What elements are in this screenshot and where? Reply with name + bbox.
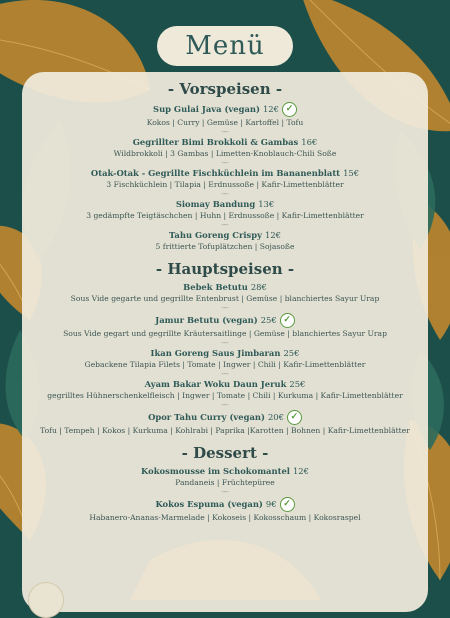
menu-item-description: Wildbrokkoli | 3 Gambas | Limetten-Knoblauch-Chili Soße — [113, 149, 337, 158]
menu-item-name: Otak-Otak - Gegrillte Fischküchlein im Bananenblatt — [90, 168, 341, 178]
menu-item-title — [22, 199, 428, 210]
item-separator: --- — [221, 488, 229, 496]
menu-item-title — [22, 168, 428, 179]
menu-title: Menü — [157, 26, 293, 66]
menu-item-price: 12€ — [262, 104, 279, 114]
menu-item-description: Habanero-Ananas-Marmelade | Kokoseis | Kokosschaum | Kokosraspel — [89, 513, 361, 522]
menu-item-description: Sous Vide gegarte und gegrillte Entenbrust | Gemüse | blanchiertes Sayur Urap — [70, 294, 380, 303]
menu-item-title — [22, 348, 428, 359]
menu-item-title — [22, 410, 428, 425]
menu-item — [22, 313, 428, 339]
menu-item-price: 12€ — [292, 466, 309, 476]
menu-item-title — [22, 102, 428, 117]
menu-item-name: Ikan Goreng Saus Jimbaran — [150, 348, 281, 358]
menu-item-price: 28€ — [250, 282, 267, 292]
menu-item-price: 25€ — [289, 379, 306, 389]
menu-item-price: 20€ — [267, 412, 284, 422]
menu-item-price: 13€ — [258, 199, 275, 209]
menu-item — [22, 199, 428, 221]
menu-item — [22, 379, 428, 401]
menu-item-name: Kokos Espuma (vegan) — [155, 499, 263, 509]
item-separator: --- — [221, 190, 229, 198]
menu-item-name: Opor Tahu Curry (vegan) — [148, 412, 265, 422]
menu-item-title — [22, 282, 428, 293]
item-separator: --- — [221, 159, 229, 167]
item-separator: --- — [221, 339, 229, 347]
menu-item-price: 15€ — [343, 168, 360, 178]
menu-item — [22, 410, 428, 436]
menu-item-description: Sous Vide gegart und gegrillte Kräutersaitlinge | Gemüse | blanchiertes Sayur Urap — [63, 329, 387, 338]
menu-item-title — [22, 137, 428, 148]
menu-item — [22, 466, 428, 488]
menu-item-title — [22, 379, 428, 390]
restaurant-logo — [28, 582, 64, 618]
vegan-leaf-icon: ✓ — [282, 102, 297, 117]
menu-item-description: Tofu | Tempeh | Kokos | Kurkuma | Kohlrabi | Paprika |Karotten | Bohnen | Kafir-Limettenblätter — [40, 426, 410, 435]
menu-item-title — [22, 466, 428, 477]
section-heading: - Dessert - — [181, 444, 269, 462]
menu-item-description: 5 frittierte Tofuplätzchen | Sojasoße — [155, 242, 295, 251]
menu-item — [22, 282, 428, 304]
menu-item-description: gegrilltes Hühnerschenkelfleisch | Ingwer | Tomate | Chili | Kurkuma | Kafir-Limettenblätter — [47, 391, 403, 400]
section-heading: - Hauptspeisen - — [155, 260, 295, 278]
menu-item — [22, 230, 428, 252]
menu-item-price: 25€ — [260, 315, 277, 325]
item-separator: --- — [221, 370, 229, 378]
menu-item-name: Kokosmousse im Schokomantel — [141, 466, 290, 476]
menu-item — [22, 137, 428, 159]
menu-item-name: Jamur Betutu (vegan) — [155, 315, 258, 325]
menu-item — [22, 348, 428, 370]
vegan-leaf-icon: ✓ — [287, 410, 302, 425]
section-heading: - Vorspeisen - — [167, 80, 283, 98]
menu-item-name: Sup Gulai Java (vegan) — [153, 104, 260, 114]
menu-item-name: Ayam Bakar Woku Daun Jeruk — [144, 379, 287, 389]
menu-item — [22, 102, 428, 128]
menu-item-title — [22, 313, 428, 328]
menu-item — [22, 168, 428, 190]
item-separator: --- — [221, 221, 229, 229]
vegan-leaf-icon: ✓ — [280, 313, 295, 328]
menu-item-name: Tahu Goreng Crispy — [169, 230, 262, 240]
menu-item — [22, 497, 428, 523]
menu-item-name: Siomay Bandung — [175, 199, 256, 209]
menu-item-description: 3 Fischküchlein | Tilapia | Erdnussoße | Kafir-Limettenblätter — [106, 180, 344, 189]
menu-item-price: 12€ — [265, 230, 281, 240]
menu-item-price: 16€ — [301, 137, 318, 147]
menu-item-description: 3 gedämpfte Teigtäschchen | Huhn | Erdnussoße | Kafir-Limettenblätter — [86, 211, 364, 220]
vegan-leaf-icon: ✓ — [280, 497, 295, 512]
menu-item-description: Gebackene Tilapia Filets | Tomate | Ingwer | Chili | Kafir-Limettenblätter — [84, 360, 366, 369]
menu-item-price: 9€ — [265, 499, 277, 509]
menu-item-title — [22, 497, 428, 512]
item-separator: --- — [221, 401, 229, 409]
menu-item-description: Pandaneis | Früchtepüree — [175, 478, 275, 487]
item-separator: --- — [221, 304, 229, 312]
menu-item-description: Kokos | Curry | Gemüse | Kartoffel | Tofu — [146, 118, 304, 127]
menu-item-name: Bebek Betutu — [183, 282, 248, 292]
menu-content — [22, 72, 428, 523]
menu-item-name: Gegrillter Bimi Brokkoli & Gambas — [132, 137, 299, 147]
menu-item-title — [22, 230, 428, 241]
item-separator: --- — [221, 128, 229, 136]
menu-item-price: 25€ — [283, 348, 300, 358]
